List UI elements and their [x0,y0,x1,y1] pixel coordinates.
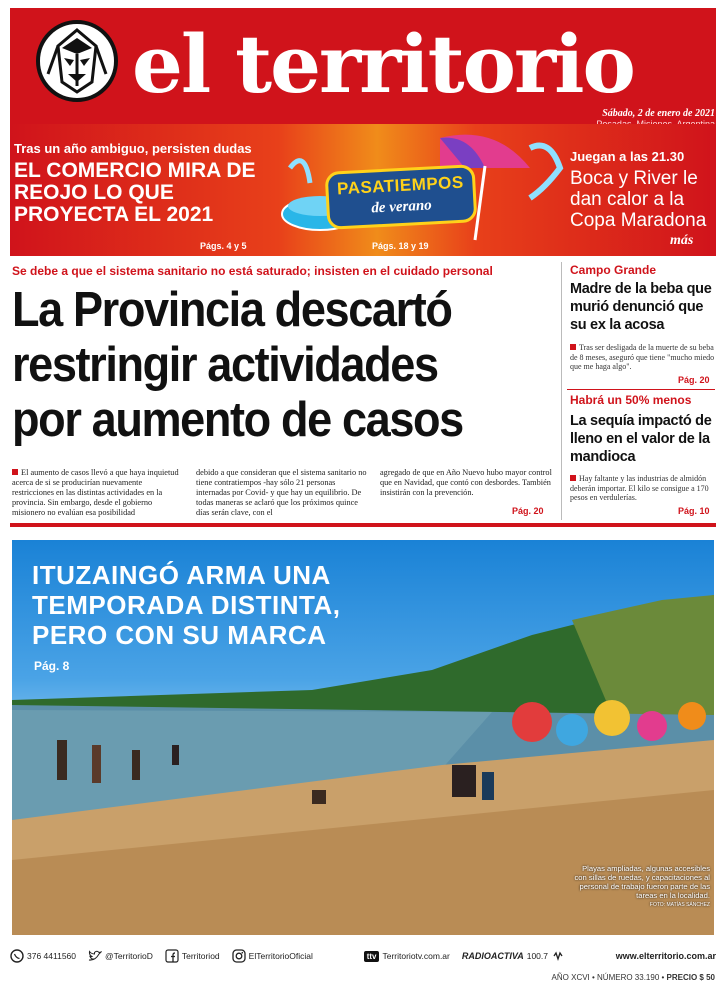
main-body-col2: debido a que consideran que el sistema sanitario no tiene contratiempos -hay sólo 21 personas internadas por Covid- y que hay un equilibrio. De todas maneras se aclaró que los próximos quince días serán clave, con el [196,468,367,517]
main-body [12,468,552,518]
photo-page-ref[interactable]: Pág. 8 [34,659,70,673]
whatsapp-icon [10,949,24,963]
sidebar-story1-kicker: Campo Grande [570,263,657,277]
brand-title[interactable]: el territorio [132,17,634,111]
instagram-icon [232,949,246,963]
commerce-kicker: Tras un año ambiguo, persisten dudas [14,141,252,156]
puzzle-title: PASATIEMPOS [336,172,465,199]
bullet-square-icon [12,469,18,475]
facebook-icon [165,949,179,963]
puzzle-badge[interactable] [325,164,478,230]
twitter-contact[interactable]: @TerritorioD [88,949,153,963]
main-kicker: Se debe a que el sistema sanitario no está saturado; insisten en el cuidado personal [12,264,493,278]
beach-photo[interactable] [12,540,714,935]
commerce-pages: Págs. 4 y 5 [200,241,247,251]
main-headline[interactable]: La Provincia descartó restringir actividades por aumento de casos [12,283,463,447]
main-page-ref[interactable]: Pág. 20 [512,506,544,516]
footer-bar [10,944,716,968]
instagram-contact[interactable]: ElTerritorioOficial [232,949,313,963]
sidebar-divider [567,389,715,390]
photo-headline[interactable]: ITUZAINGÓ ARMA UNA TEMPORADA DISTINTA, PERO CON SU MARCA [32,560,341,650]
main-body-col3: agregado de que en Año Nuevo hubo mayor control que en Navidad, que contó con desbordes. También insistirán con la prevención. [380,468,552,497]
whatsapp-contact[interactable]: 376 4411560 [10,949,76,963]
sidebar-story1-headline[interactable]: Madre de la beba que murió denunció que su ex la acosa [570,281,712,333]
sidebar-story2-headline[interactable]: La sequía impactó de lleno en el valor de la mandioca [570,413,712,465]
tv-badge: ttv [364,951,380,962]
bullet-square-icon [570,475,576,481]
main-body-col1: El aumento de casos llevó a que haya inquietud acerca de si se producirían nuevamente restricciones en las distintas actividades en la provincia. Sin embargo, desde el gobierno misionero no evalúan esa posibilidad [12,468,179,517]
mas-badge[interactable]: más [670,233,694,248]
facebook-contact[interactable]: Territoriod [165,949,220,963]
sidebar-story1-body: Tras ser desligada de la muerte de su beba de 8 meses, aseguró que tiene "mucho miedo que me haga algo". [570,343,715,371]
puzzle-pages: Págs. 18 y 19 [372,241,429,251]
masthead [10,8,716,124]
sidebar-story2-kicker: Habrá un 50% menos [570,393,692,407]
radio-wave-icon [551,949,565,963]
website-link[interactable]: www.elterritorio.com.ar [615,951,716,961]
sidebar-story2-page[interactable]: Pág. 10 [678,506,710,516]
column-divider [561,262,562,520]
edition-info: AÑO XCVI • NÚMERO 33.190 • PRECIO $ 50 [551,973,715,982]
bullet-square-icon [570,344,576,350]
sidebar-story1-page[interactable]: Pág. 20 [678,375,710,385]
photo-credit: FOTO: MATÍAS SÁNCHEZ [649,902,710,908]
football-headline[interactable]: Boca y River le dan calor a la Copa Maradona [570,168,707,231]
section-divider [10,523,716,527]
football-kicker: Juegan a las 21.30 [570,149,685,164]
price: PRECIO $ 50 [666,973,715,982]
sidebar-story2-body: Hay faltante y las industrias de almidón deberán importar. El kilo se consigue a 170 pesos en verdulerías. [570,474,709,502]
photo-caption: Playas ampliadas, algunas accesibles con sillas de ruedas, y capacitaciones al personal de trabajo fueron parte de las tareas en la localidad. FOTO: MATÍAS SÁNCHEZ [568,864,710,910]
radio-link[interactable]: RADIOACTIVA 100.7 [462,949,565,963]
tribal-face-icon[interactable] [36,20,118,102]
top-band [10,124,716,256]
tv-link[interactable]: ttv Territoriotv.com.ar [364,951,450,962]
puzzle-subtitle: de verano [370,197,433,217]
twitter-icon [88,949,102,963]
edition-date: Sábado, 2 de enero de 2021 [602,108,715,119]
commerce-headline[interactable]: EL COMERCIO MIRA DE REOJO LO QUE PROYECTA EL 2021 [14,159,256,226]
